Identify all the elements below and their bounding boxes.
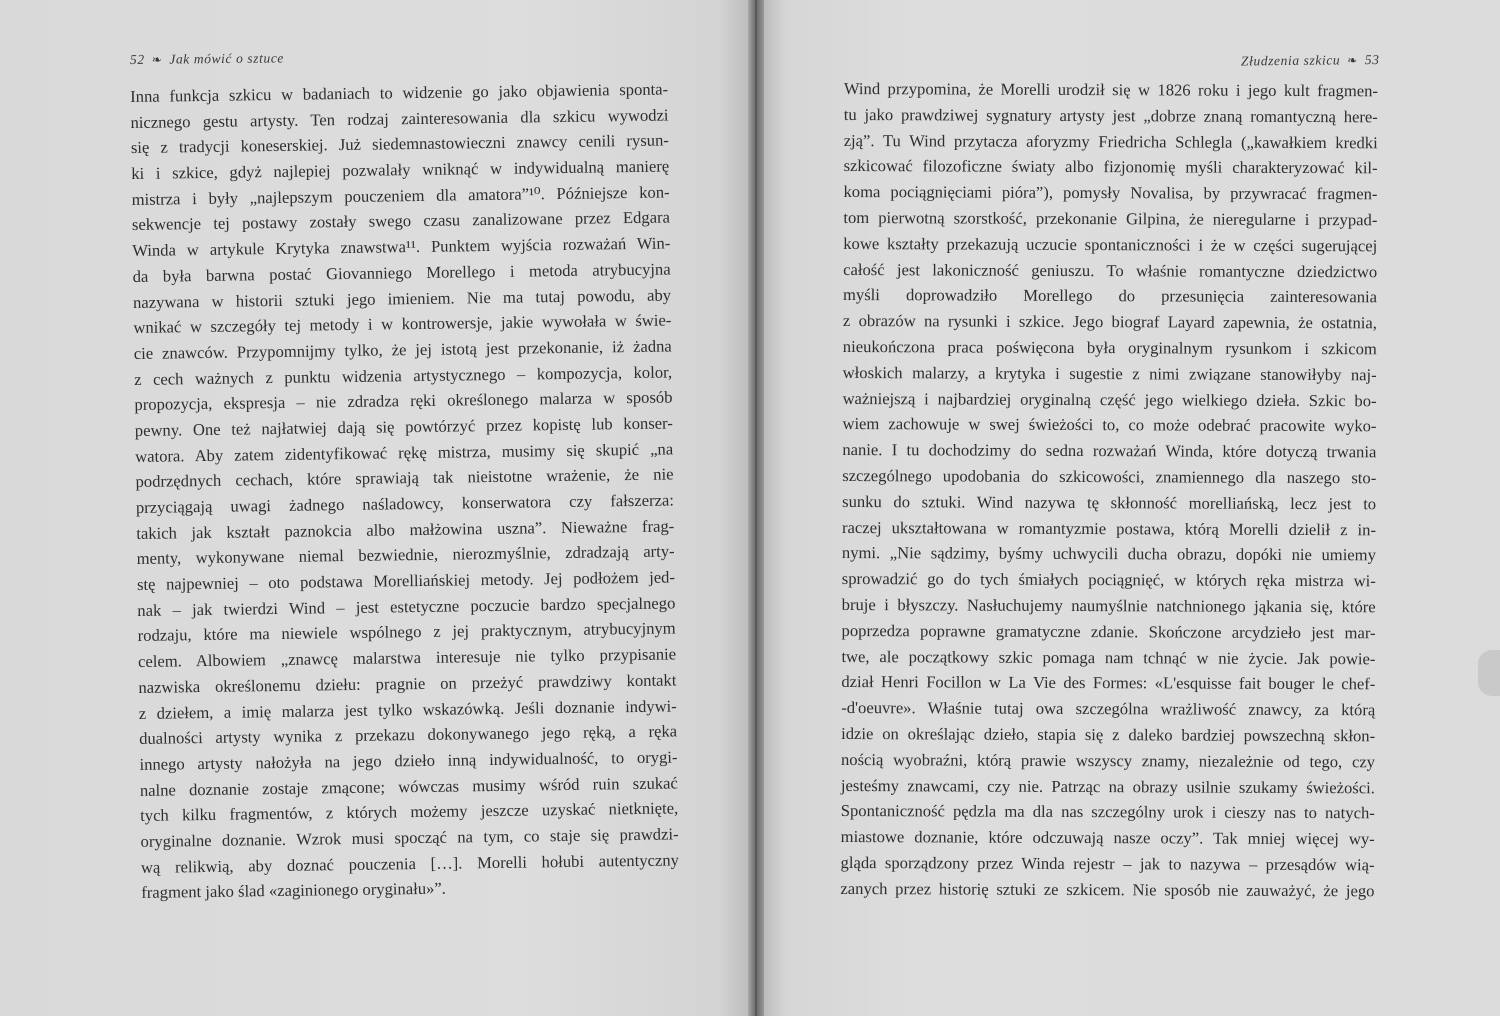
text-line: wiem zachowuje w swej świeżości to, co może odebrać pracowite wyko- (842, 414, 1377, 436)
text-line: kowe kształty przekazują uczucie spontaniczności i że w części sugerującej (843, 233, 1378, 256)
text-line: mistrza i były „najlepszym pouczeniem dla amatora”¹⁰. Późniejsze kon- (131, 182, 670, 209)
text-line: pewny. One też najłatwiej dają się powtórzyć przez kopistę lub konser- (134, 413, 673, 440)
text-line: nieukończona praca poświęcona była oryginalnym rysunkom i szkicom (842, 336, 1377, 359)
text-line: propozycja, ekspresja – nie zdradza ręki określonego malarza w sposób (134, 387, 673, 415)
text-line: nak – jak twierdzi Wind – jest estetyczne poczucie bardzo specjalnego (137, 593, 676, 620)
text-line: sprowadzić go do tych śmiałych pociągnięć, w których ręka mistrza wi- (841, 569, 1376, 591)
left-body-text (130, 76, 679, 905)
text-line: dualności artysty wynika z przekazu dokonywanego jego ręką, a ręka (139, 721, 678, 749)
text-line: podrzędnych cechach, które sprawiają tak nieistotne wrażenie, że nie (135, 464, 674, 492)
text-line: całość jest lakoniczność geniuszu. To właśnie romantyczne dziedzictwo (843, 259, 1378, 281)
text-line: tom pierwotną szorstkość, przekonanie Gilpina, że nieregularne i przypad- (843, 207, 1378, 230)
text-line: myśli doprowadziło Morellego do przesunięcia zainteresowania (843, 285, 1378, 307)
text-line: sekwencje tej postawy zostały swego czasu zanalizowane przez Edgara (131, 207, 671, 235)
fleuron-icon: ❧ (1347, 53, 1359, 68)
text-line: ważniejszą i najbardziej oryginalną część jego wielkiego dzieła. Szkic bo- (842, 388, 1377, 410)
text-line: szczególnego upodobania do szkicowości, znamiennego dla naszego sto- (842, 465, 1377, 488)
text-line: nazywana w historii sztuki jego imieniem. Nie ma tutaj powodu, aby (132, 284, 672, 312)
book-gutter (748, 0, 764, 1016)
page-edge-tab (1478, 650, 1500, 696)
text-line: wnikać w szczegóły tej metody i w kontrowersje, jakie wywołała w świe- (133, 310, 672, 338)
text-line: bruje i błyszczy. Nasłuchujemy naumyślnie natchnionego jąkania się, które (841, 594, 1376, 617)
text-line: Spontaniczność pędzla ma dla nas szczególny urok i cieszy nas to natych- (840, 801, 1375, 823)
text-line: Inna funkcja szkicu w badaniach to widzenie go jako objawienia sponta- (130, 79, 669, 106)
text-line: zją”. Tu Wind przytacza aforyzmy Friedricha Schlegla („kawałkiem kredki (843, 130, 1378, 152)
text-line: celem. Albowiem „znawcę malarstwa interesuje nie tylko przypisanie (137, 644, 677, 672)
text-line: raczej ukształtowana w romantyzmie postawa, którą Morelli dzielił z in- (841, 517, 1377, 539)
text-line: nalne doznanie zostaje zmącone; wówczas musimy wśród ruin szukać (139, 772, 678, 800)
text-line: sunku do sztuki. Wind nazywa tę skłonność morelliańską, lecz jest to (842, 491, 1377, 514)
text-line: z obrazów na rysunki i szkice. Jego biograf Layard zapewnia, że ostatnia, (842, 311, 1377, 333)
text-line: zanych przez historię sztuki ze szkicem. Nie sposób nie zauważyć, że jego (840, 878, 1375, 901)
text-line: nazwiska określonemu dziełu: pragnie on przeżyć prawdziwy kontakt (138, 670, 677, 697)
left-page (0, 0, 748, 1016)
text-line: watora. Aby zatem zidentyfikować rękę mistrza, musimy się skupić „na (135, 439, 674, 466)
text-line: da była barwna postać Giovanniego Morellego i metoda atrybucyjna (132, 259, 671, 286)
text-line: tu jako prawdziwej sygnatury artysty jest „dobrze znaną romantyczną here- (843, 104, 1378, 127)
text-line: szkicować filozoficzne światy albo fizjonomię myśli charakteryzować kil- (843, 156, 1378, 178)
text-line: nanie. I tu dochodzimy do sedna rozważań Winda, które dotyczą trwania (842, 440, 1377, 462)
right-running-title: Złudzenia szkicu (1241, 52, 1341, 69)
text-line: poprzedza poprawne gramatyczne zdanie. Skończone arcydzieło jest mar- (841, 620, 1376, 643)
text-line: dział Henri Focillon w La Vie des Formes: «L'esquisse fait bouger le chef- (841, 672, 1376, 694)
text-line: oryginalne doznanie. Wzrok musi spocząć na tym, co staje się prawdzi- (140, 824, 679, 851)
right-running-head (1241, 52, 1380, 69)
text-line: idzie on określając dzieło, stapia się z daleko bardziej powszechną skłon- (841, 723, 1376, 746)
text-line: tych kilku fragmentów, z których możemy jeszcze uzyskać nietknięte, (140, 798, 679, 826)
right-page (764, 0, 1500, 1016)
text-line: fragment jako ślad «zaginionego oryginału»”. (141, 878, 446, 903)
right-body-text (840, 76, 1378, 904)
text-line: się z tradycji koneserskiej. Już siedemnastowieczni znawcy cenili rysun- (130, 130, 669, 158)
text-line: przyciągają uwagi żadnego naśladowcy, konserwatora czy fałszerza: (135, 490, 674, 517)
text-line: twe, ale początkowy szkic pomaga nam tchnąć w nie życie. Jak powie- (841, 646, 1376, 668)
text-line: koma pociągnięciami pióra”), pomysły Novalisa, by przywracać fragmen- (843, 182, 1378, 204)
text-line: rodzaju, które ma niewiele wspólnego z jej praktycznym, atrybucyjnym (137, 618, 676, 646)
text-line: jesteśmy znawcami, czy nie. Patrząc na obrazy usilnie szukamy świeżości. (840, 775, 1375, 797)
text-line: gląda sporządzony przez Winda rejestr – jak to nazywa – przesądów wią- (840, 852, 1375, 875)
text-line: ki i szkice, gdyż najlepiej pozwalały wniknąć w indywidualną manierę (131, 156, 670, 184)
text-line: Wind przypomina, że Morelli urodził się w 1826 roku i jego kult fragmen- (843, 78, 1378, 101)
text-line: nymi. „Nie sądzimy, byśmy uchwycili ducha obrazu, dopóki nie umiemy (841, 543, 1376, 565)
text-line: wą relikwią, aby doznać pouczenia […]. Morelli hołubi autentyczny (140, 850, 680, 877)
text-line: -d'oeuvre». Właśnie tutaj owa szczególna wrażliwość znawcy, za którą (841, 698, 1376, 720)
left-running-title: Jak mówić o sztuce (169, 50, 285, 67)
text-line: miastowe doznanie, które odczuwają nasze oczy”. Tak mniej więcej wy- (840, 827, 1375, 849)
text-line: nością wyobraźni, którą prawie wszyscy znamy, niezależnie od tego, czy (840, 749, 1376, 772)
text-line: nicznego gestu artysty. Ten rodzaj zainteresowania dla szkicu wywodzi (130, 105, 669, 132)
text-line: innego artysty nałożyła na jego dzieło inną indywidualność, to orygi- (139, 747, 678, 774)
text-line: z cech ważnych z punktu widzenia artystycznego – kompozycja, kolor, (133, 362, 673, 389)
text-line: z dziełem, a imię malarza jest tylko wskazówką. Jeśli doznanie indywi- (138, 695, 677, 723)
right-page-number: 53 (1365, 52, 1381, 68)
left-running-head (130, 50, 284, 68)
left-page-number: 52 (129, 51, 145, 67)
text-line: cie znawców. Przypomnijmy tylko, że jej istotą jest przekonanie, iż żadna (133, 336, 672, 363)
text-line: menty, wykonywane niemal bezwiednie, nierozmyślnie, zdradzają arty- (136, 541, 675, 569)
text-line: Winda w artykule Krytyka znawstwa¹¹. Punktem wyjścia rozważań Win- (132, 233, 671, 261)
fleuron-icon: ❧ (151, 52, 163, 67)
text-line: takich jak kształt paznokcia albo małżowina uszna”. Nieważne frag- (136, 516, 675, 543)
text-line: stę najpewniej – oto podstawa Morelliańskiej metody. Jej podłożem jed- (136, 567, 676, 595)
text-line: włoskich malarzy, a krytyka i sugestie z nimi związane stanowiłyby naj- (842, 362, 1377, 385)
